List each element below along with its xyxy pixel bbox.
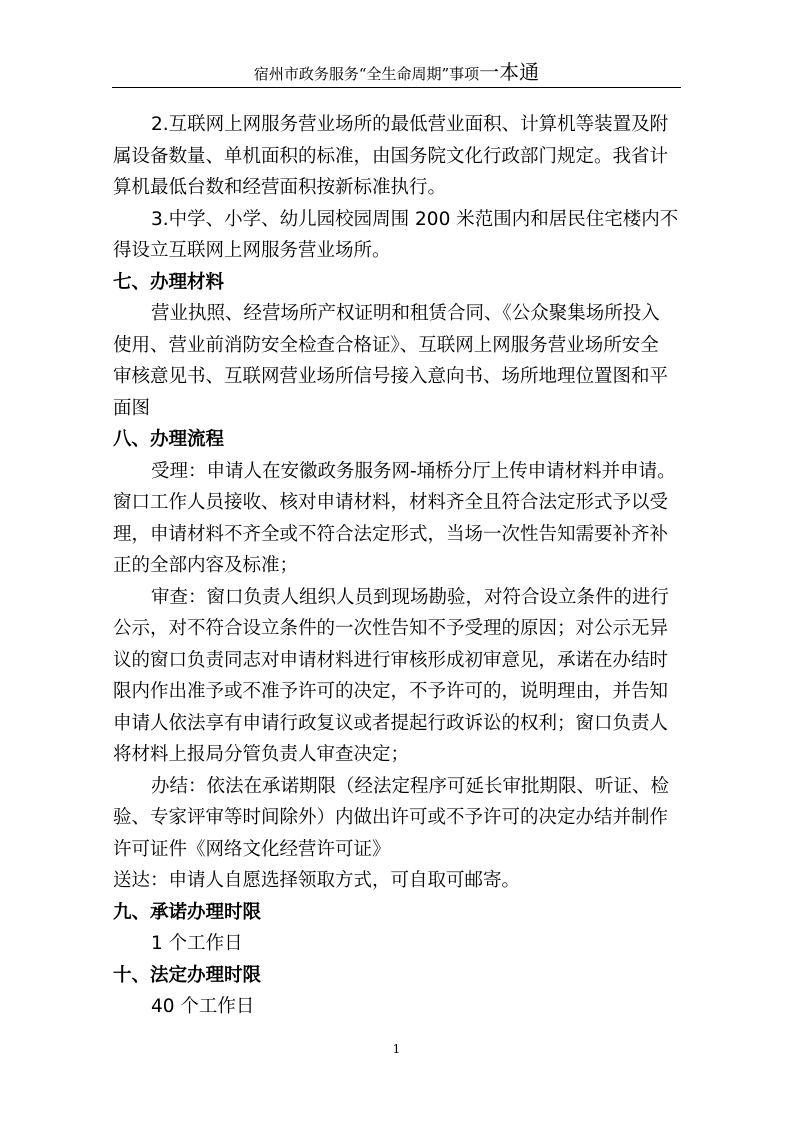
section-heading: 九、承诺办理时限 [113,901,262,923]
body-line: 送达：申请人自愿选择领取方式，可自取可邮寄。 [113,870,521,891]
page-number: 1 [392,1042,401,1056]
body-line: 验、专家评审等时间除外）内做出许可或不予许可的决定办结并制作 [113,807,669,828]
body-line: 属设备数量、单机面积的标准，由国务院文化行政部门规定。我省计 [113,145,669,167]
body-line: 得设立互联网上网服务营业场所。 [113,240,391,261]
body-line: 理，申请材料不齐全或不符合法定形式，当场一次性告知需要补齐补 [113,523,669,545]
body-line: 算机最低台数和经营面积按新标准执行。 [113,177,447,198]
body-line: 议的窗口负责同志对申请材料进行审核形成初审意见，承诺在办结时 [113,649,669,671]
body-line: 1 个工作日 [151,933,243,954]
body-line: 限内作出准予或不准予许可的决定，不予许可的，说明理由，并告知 [113,681,669,702]
body-line: 审查：窗口负责人组织人员到现场勘验，对符合设立条件的进行 [151,586,670,608]
body-line: 审核意见书、互联网营业场所信号接入意向书、场所地理位置图和平 [113,366,669,387]
header-divider [112,87,681,88]
document-body [113,109,683,1023]
header-title-prefix: 宿州市政务服务“全生命周期”事项 [253,65,480,83]
body-line: 面图 [113,397,151,419]
body-line: 许可证件《网络文化经营许可证》 [113,838,391,860]
body-line: 办结：依法在承诺期限（经法定程序可延长审批期限、听证、检 [151,775,670,797]
body-line: 营业执照、经营场所产权证明和租赁合同、《公众聚集场所投入 [151,303,660,324]
body-line: 窗口工作人员接收、核对申请材料，材料齐全且符合法定形式予以受 [113,492,669,513]
body-line: 受理：申请人在安徽政务服务网-埇桥分厅上传申请材料并申请。 [151,460,676,482]
body-line: 公示，对不符合设立条件的一次性告知不予受理的原因；对公示无异 [113,618,669,639]
section-heading: 十、法定办理时限 [113,964,262,986]
body-line: 正的全部内容及标准； [113,555,299,576]
section-heading: 七、办理材料 [113,271,225,293]
page-header [0,62,793,84]
body-line: 将材料上报局分管负责人审查决定； [113,744,410,765]
section-heading: 八、办理流程 [113,429,225,450]
body-line: 2.互联网上网服务营业场所的最低营业面积、计算机等装置及附 [151,114,669,135]
body-line: 申请人依法享有申请行政复议或者提起行政诉讼的权利；窗口负责人 [113,712,669,734]
header-title-suffix: 一本通 [479,60,540,84]
body-line: 40 个工作日 [151,996,255,1017]
body-line: 使用、营业前消防安全检查合格证》、互联网上网服务营业场所安全 [113,334,659,356]
body-line: 3.中学、小学、幼儿园校园周围 200 米范围内和居民住宅楼内不 [151,208,679,230]
